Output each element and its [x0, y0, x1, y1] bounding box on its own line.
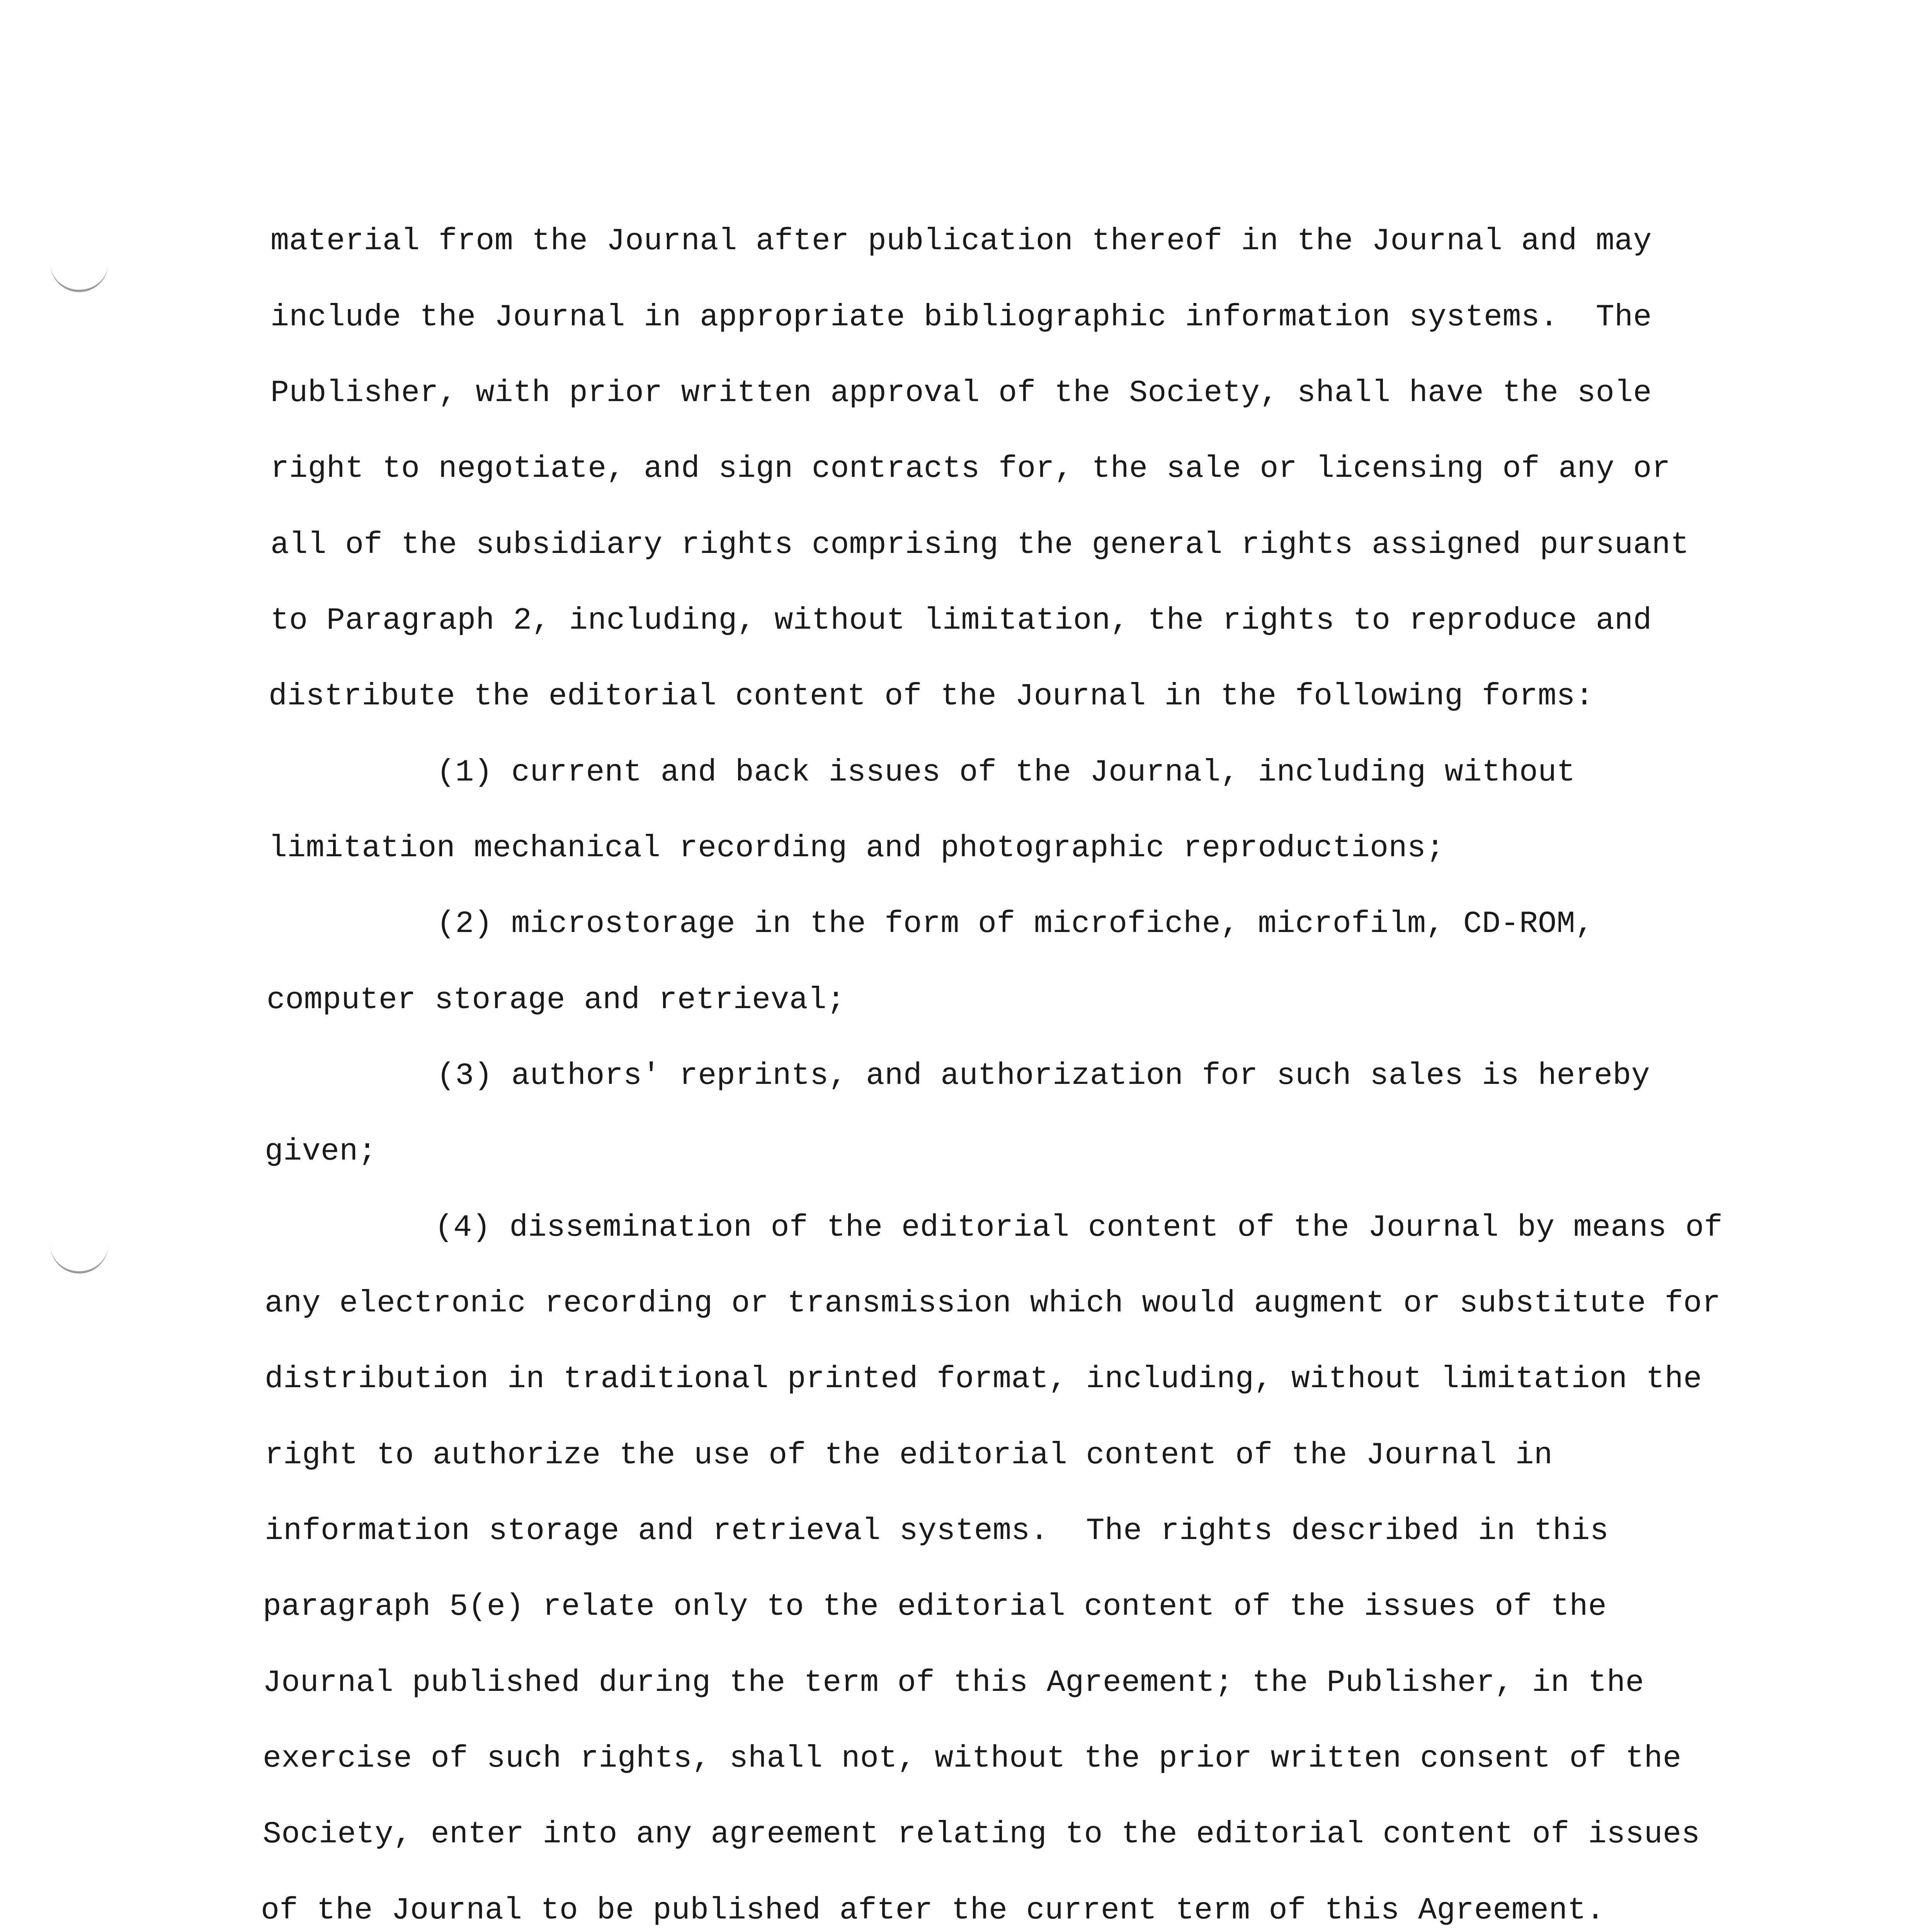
text-line: distribute the editorial content of the Journal in the following forms: [269, 679, 1594, 714]
text-line: include the Journal in appropriate bibliographic information systems. The [270, 300, 1652, 335]
text-line: exercise of such rights, shall not, without the prior written consent of the [263, 1741, 1682, 1776]
text-line: paragraph 5(e) relate only to the editorial content of the issues of the [263, 1589, 1607, 1624]
text-line: (4) dissemination of the editorial content of the Journal by means of [435, 1210, 1723, 1245]
text-line: Society, enter into any agreement relating to the editorial content of issues [263, 1817, 1700, 1852]
text-line: right to authorize the use of the editorial content of the Journal in [265, 1438, 1553, 1473]
text-line: computer storage and retrieval; [267, 983, 845, 1018]
text-line: right to negotiate, and sign contracts for, the sale or licensing of any or [270, 451, 1671, 486]
text-line: (1) current and back issues of the Journal, including without [437, 755, 1575, 790]
text-line: Publisher, with prior written approval of the Society, shall have the sole [270, 376, 1652, 411]
text-line: limitation mechanical recording and photographic reproductions; [269, 831, 1445, 866]
text-line: (3) authors' reprints, and authorization for such sales is hereby [437, 1058, 1650, 1094]
text-line: of the Journal to be published after the current term of this Agreement. [261, 1893, 1605, 1928]
text-line: given; [265, 1134, 377, 1169]
text-line: information storage and retrieval systems. The rights described in this [265, 1514, 1609, 1549]
text-line: distribution in traditional printed format, including, without limitation the [265, 1362, 1702, 1397]
binder-hole-top [50, 247, 108, 292]
text-line: to Paragraph 2, including, without limitation, the rights to reproduce and [270, 603, 1652, 638]
binder-hole-middle [50, 1229, 108, 1274]
text-line: (2) microstorage in the form of microfiche, microfilm, CD-ROM, [437, 906, 1594, 942]
text-line: all of the subsidiary rights comprising the general rights assigned pursuant [270, 527, 1689, 563]
text-line: material from the Journal after publication thereof in the Journal and may [270, 224, 1652, 259]
text-line: Journal published during the term of this Agreement; the Publisher, in the [263, 1665, 1644, 1701]
text-line: any electronic recording or transmission which would augment or substitute for [265, 1286, 1721, 1321]
